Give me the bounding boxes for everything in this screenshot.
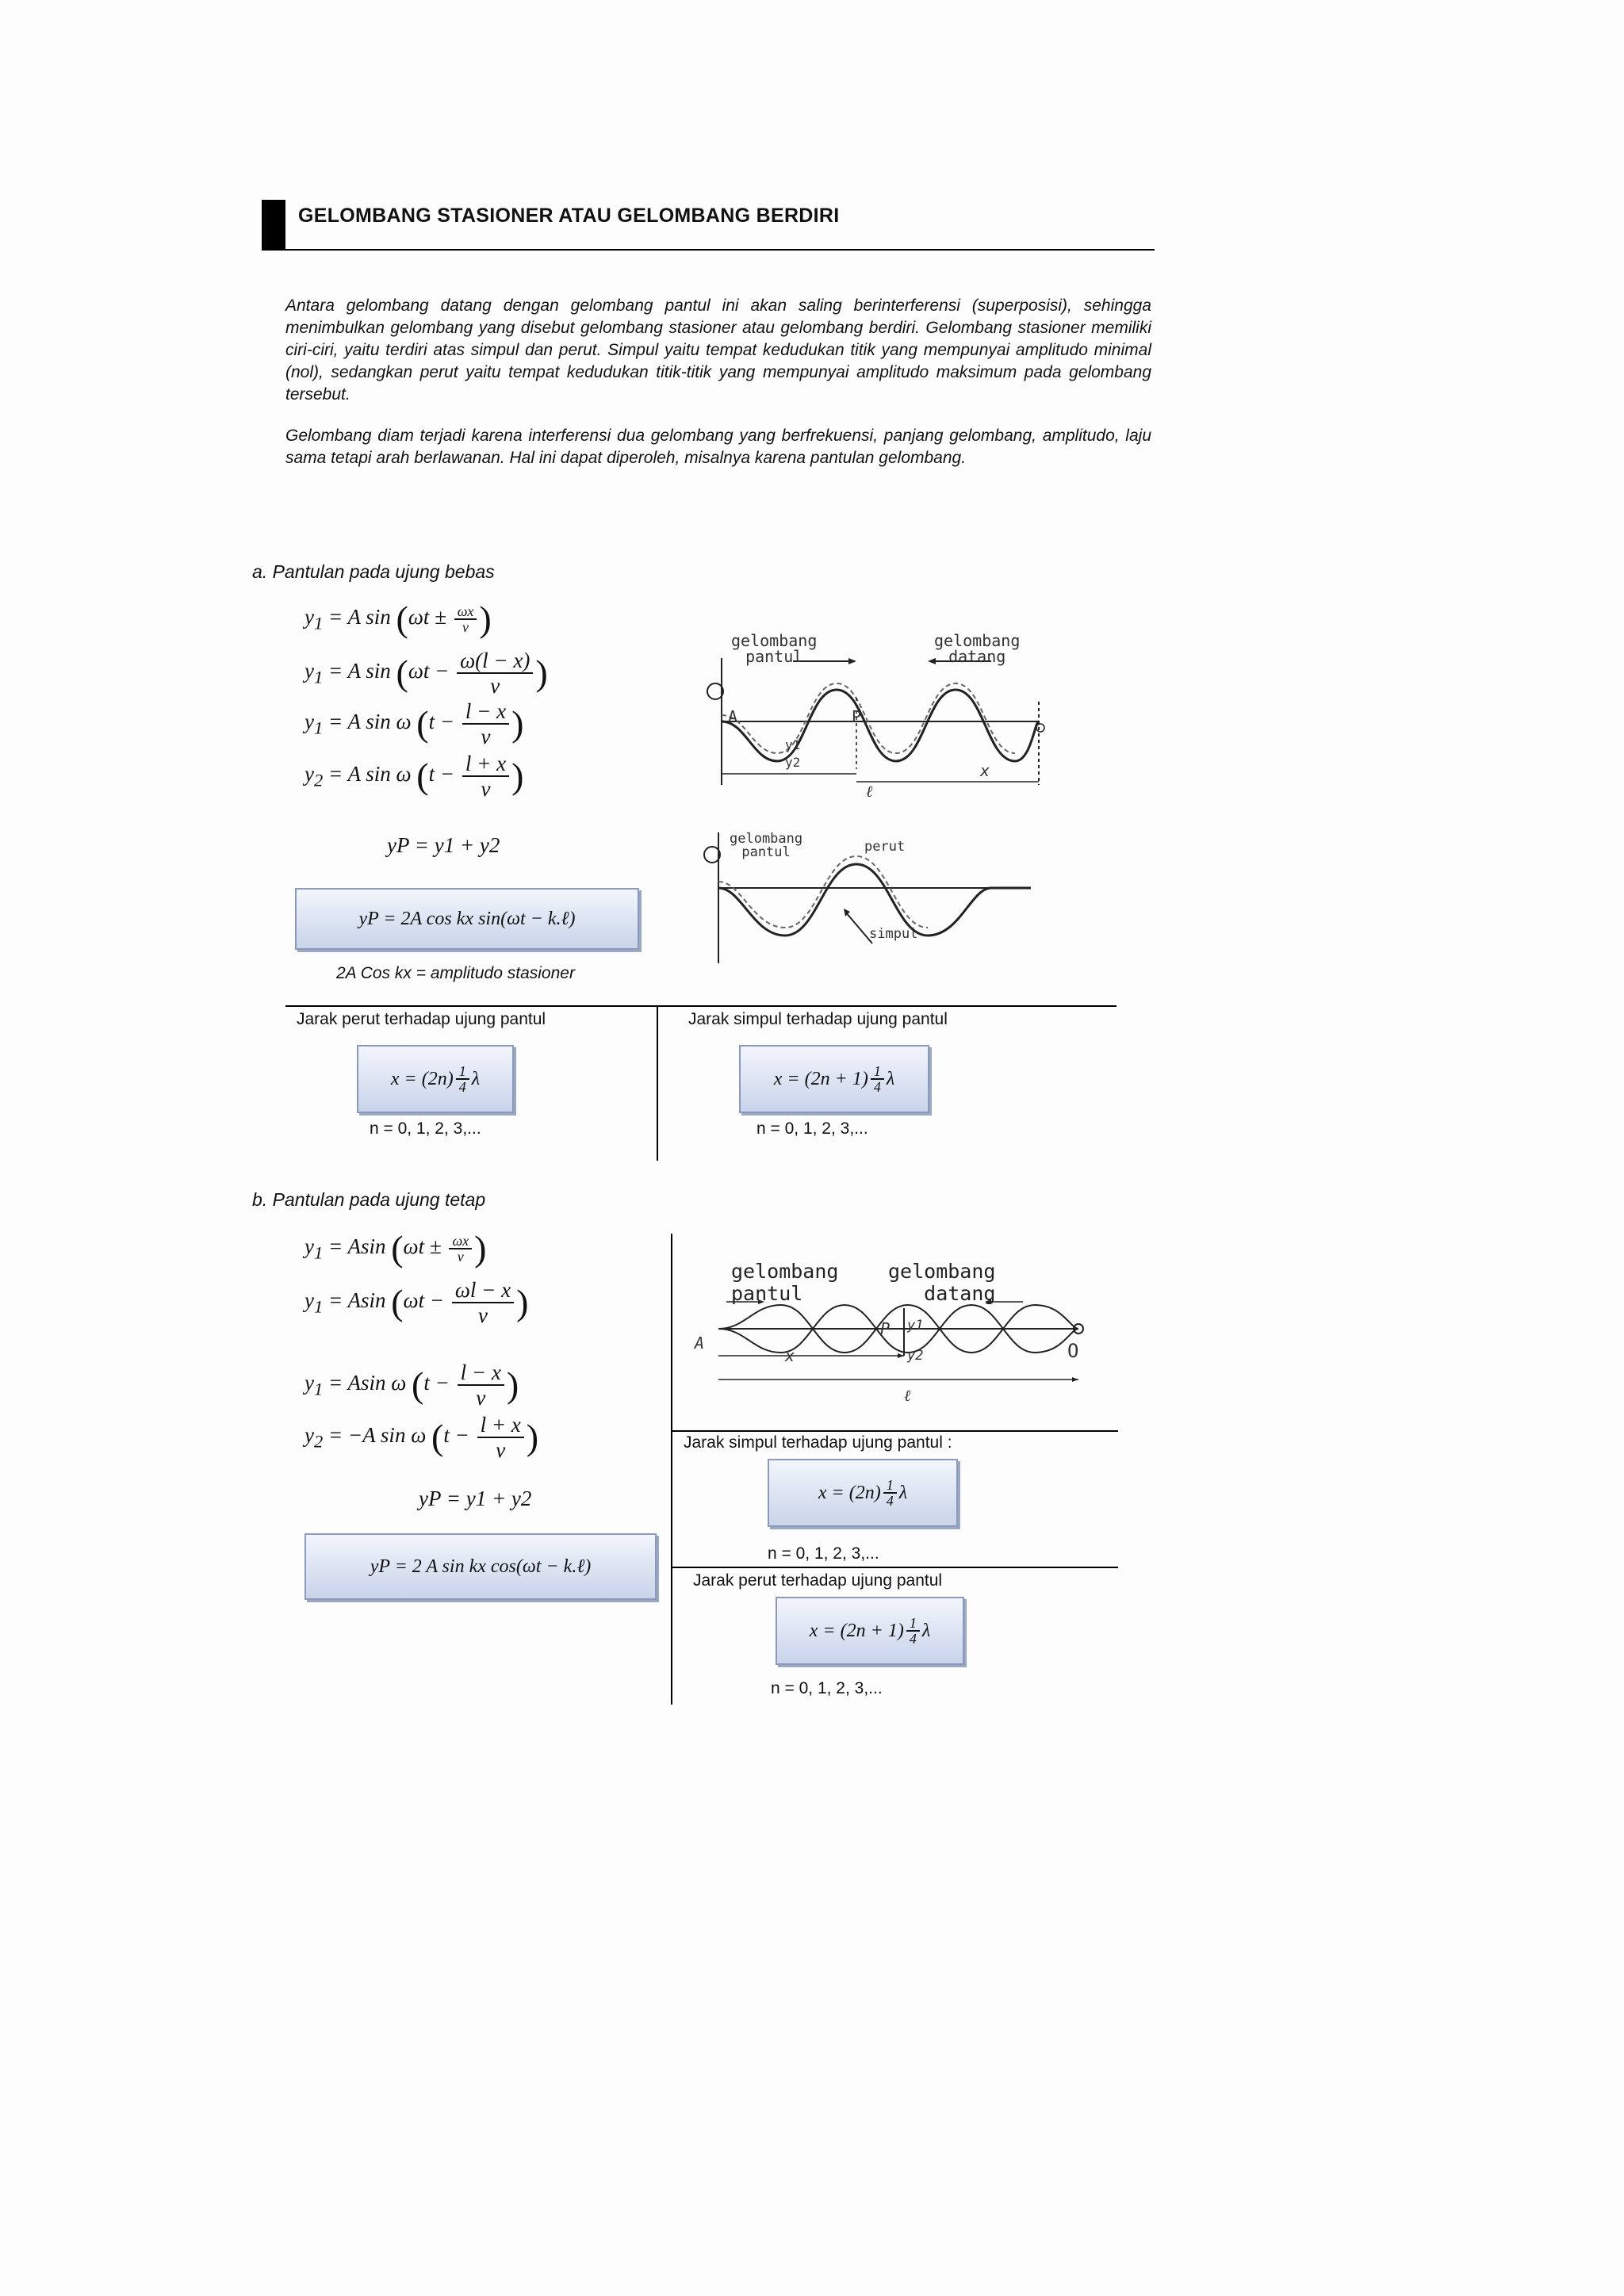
eq-a-sum: yP = y1 + y2 xyxy=(387,833,500,857)
table-a-divider xyxy=(657,1005,658,1161)
eq-a2: $y_1 = A$ sin (ωt − $\frac{\omega(l - x)}{v}$ ) xyxy=(304,649,548,698)
frac-den: 4 xyxy=(909,1631,917,1647)
section-a-heading: a. Pantulan pada ujung bebas xyxy=(252,561,495,582)
d1-label-l: ℓ xyxy=(866,782,873,801)
table-a-perut-heading: Jarak perut terhadap ujung pantul xyxy=(297,1010,546,1028)
table-a-n-right: n = 0, 1, 2, 3,... xyxy=(756,1119,868,1138)
frac-den: 4 xyxy=(458,1079,466,1095)
eq-b4: $y_2 = -A$ sin ω (t − $\frac{l + x}{v}$ ) xyxy=(304,1413,539,1462)
intro-paragraph-2: Gelombang diam terjadi karena interferensi dua gelombang yang berfrekuensi, panjang gelombang, amplitudo, laju sama tetapi arah berlawanan. Hal ini dapat diperoleh, misalnya karena pantulan gelombang. xyxy=(285,427,1151,467)
lambda: λ xyxy=(886,1068,895,1089)
lambda: λ xyxy=(921,1620,931,1641)
eq-a3: $y_1 = A$ sin ω (t − $\frac{l - x}{v}$ ) xyxy=(304,699,524,748)
d3-label-y1: y1 xyxy=(907,1318,924,1334)
d3-label-p: P xyxy=(880,1319,891,1338)
d3-label-l: ℓ xyxy=(904,1386,911,1405)
eq-b-simpul-prefix: x = (2n) xyxy=(818,1482,881,1503)
eq-a-result-box xyxy=(295,888,639,950)
eq-b-result-box xyxy=(304,1533,657,1600)
frac-num: 1 xyxy=(871,1064,884,1080)
eq-a-perut-prefix: x = (2n) xyxy=(390,1068,454,1089)
d3-label-o: O xyxy=(1067,1340,1079,1362)
d3-label-pantul: gelombang pantul xyxy=(731,1260,839,1305)
d1-label-datang: gelombang datang xyxy=(934,631,1021,666)
table-b-rule-1 xyxy=(671,1430,1118,1432)
frac-den: 4 xyxy=(886,1493,894,1509)
eq-a-simpul-prefix: x = (2n + 1) xyxy=(773,1068,868,1089)
section-b-heading: b. Pantulan pada ujung tetap xyxy=(252,1189,486,1210)
d1-label-a: A xyxy=(728,707,738,726)
d3-label-y2: y2 xyxy=(907,1348,924,1364)
eq-a4: $y_2 = A$ sin ω (t − $\frac{l + x}{v}$ ) xyxy=(304,752,524,801)
intro-paragraph-1: Antara gelombang datang dengan gelombang pantul ini akan saling berinterferensi (superposisi), sehingga menimbulkan gelombang yang disebut gelombang stasioner atau gelombang berdiri. Gelombang stasioner memiliki ciri-ciri, yaitu terdiri atas simpul dan perut. Simpul yaitu tempat kedudukan titik yang mempunyai amplitudo minimal (nol), sedangkan perut yaitu tempat kedudukan titik-titik yang mempunyai amplitudo maksimum pada gelombang tersebut. xyxy=(285,297,1151,404)
title-divider xyxy=(262,249,1155,251)
d3-label-a: A xyxy=(695,1334,705,1353)
table-b-n-bottom: n = 0, 1, 2, 3,... xyxy=(771,1679,883,1697)
table-b-perut-heading: Jarak perut terhadap ujung pantul xyxy=(693,1571,943,1590)
eq-a1: $y_1 = A$ sin (ωt ± $\frac{\omega x}{v}$ ) xyxy=(304,599,492,639)
d2-label-perut: perut xyxy=(864,839,906,855)
d3-label-datang: gelombang datang xyxy=(888,1260,996,1305)
table-b-n-top: n = 0, 1, 2, 3,... xyxy=(768,1544,879,1563)
d1-label-pantul: gelombang pantul xyxy=(731,631,818,666)
frac-num: 1 xyxy=(883,1478,897,1494)
d1-label-p: P xyxy=(852,707,862,726)
eq-b-simpul-box xyxy=(768,1459,958,1527)
table-b-divider xyxy=(671,1234,672,1705)
frac-den: 4 xyxy=(873,1079,881,1095)
d1-label-y1: y1 xyxy=(785,737,801,752)
eq-b1: $y_1 = Asin$ (ωt ± $\frac{\omega x}{v}$ ) xyxy=(304,1228,487,1269)
eq-b-result: yP = 2 A sin kx cos(ωt − k.ℓ) xyxy=(370,1556,592,1577)
eq-b-sum: yP = y1 + y2 xyxy=(419,1487,532,1510)
eq-b3: $y_1 = Asin$ ω (t − $\frac{l - x}{v}$ ) xyxy=(304,1360,519,1410)
d2-label-pantul: gelombang pantul xyxy=(730,831,803,860)
d3-label-x: x xyxy=(785,1346,795,1365)
table-b-simpul-heading: Jarak simpul terhadap ujung pantul : xyxy=(684,1433,952,1452)
page-title: GELOMBANG STASIONER ATAU GELOMBANG BERDIRI xyxy=(298,205,840,227)
title-marker xyxy=(262,200,285,249)
table-a-n-left: n = 0, 1, 2, 3,... xyxy=(370,1119,481,1138)
frac-num: 1 xyxy=(456,1064,469,1080)
eq-a-simpul-box xyxy=(739,1045,929,1113)
d1-label-x: x xyxy=(980,761,990,780)
frac-num: 1 xyxy=(906,1616,920,1632)
lambda: λ xyxy=(898,1482,908,1503)
d1-label-y2: y2 xyxy=(785,755,801,770)
lambda: λ xyxy=(471,1068,481,1089)
table-a-top-rule xyxy=(285,1005,1116,1007)
table-a-simpul-heading: Jarak simpul terhadap ujung pantul xyxy=(688,1010,948,1028)
eq-b2: $y_1 = Asin$ (ωt − $\frac{\omega l - x}{v}$ ) xyxy=(304,1278,529,1327)
eq-b-perut-box xyxy=(776,1597,964,1665)
eq-a-result: yP = 2A cos kx sin(ωt − k.ℓ) xyxy=(358,908,576,929)
eq-a-perut-box xyxy=(357,1045,514,1113)
eq-b-perut-prefix: x = (2n + 1) xyxy=(809,1620,904,1641)
amplitude-note: 2A Cos kx = amplitudo stasioner xyxy=(336,964,575,982)
table-b-rule-2 xyxy=(671,1567,1118,1568)
d2-label-simpul: simpul xyxy=(869,926,918,942)
